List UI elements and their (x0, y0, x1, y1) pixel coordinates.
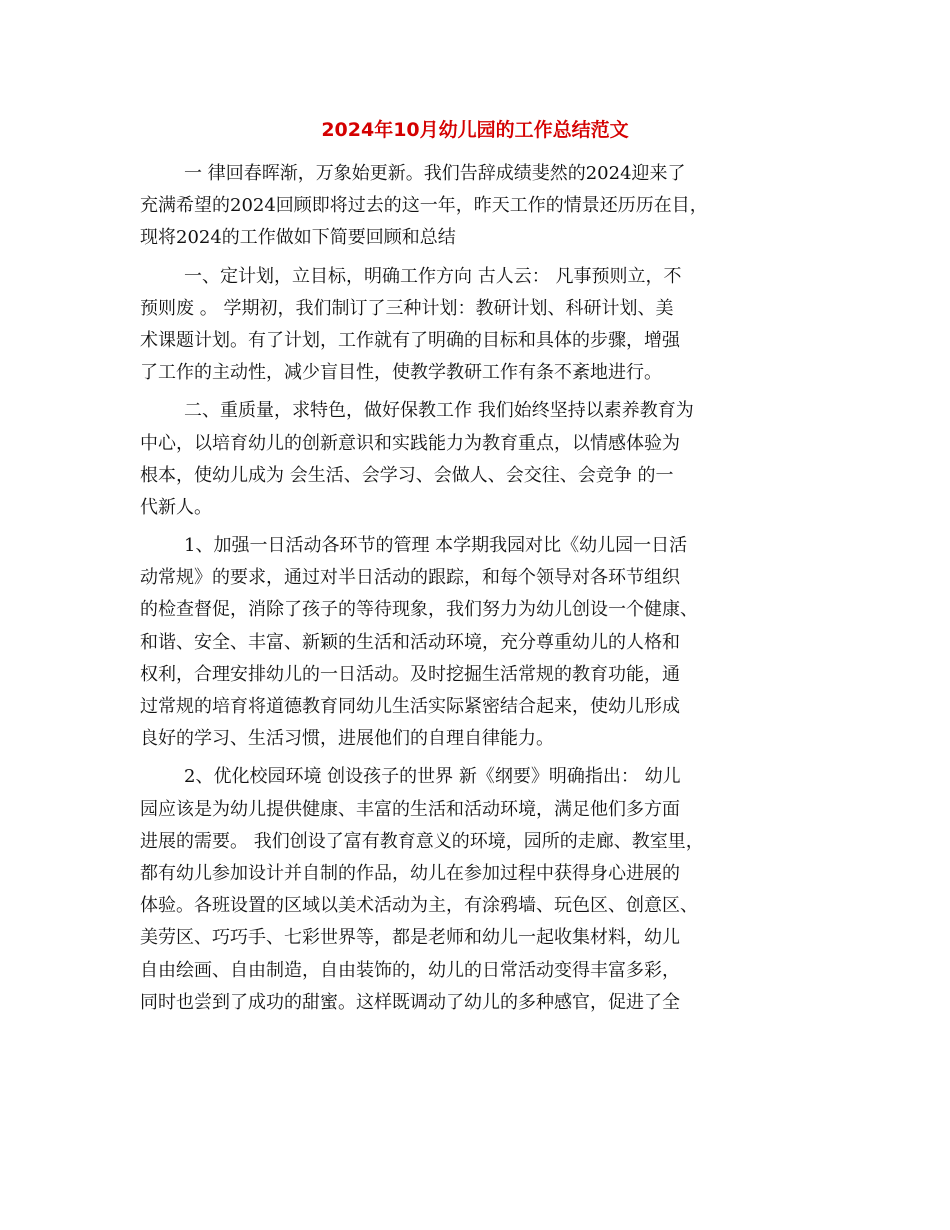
paragraph-line: 过常规的培育将道德教育同幼儿生活实际紧密结合起来，使幼儿形成 (140, 696, 680, 717)
paragraph-line: 自由绘画、自由制造，自由装饰的，幼儿的日常活动变得丰富多彩， (140, 959, 680, 981)
paragraph-line: 一 律回春晖渐，万象始更新。我们告辞成绩斐然的2024迎来了 (184, 163, 686, 184)
paragraph-line: 动常规》的要求，通过对半日活动的跟踪，和每个领导对各环节组织 (140, 567, 680, 589)
paragraph-section-1 (140, 261, 810, 390)
paragraph-line: 的检查督促，消除了孩子的等待现象，我们努力为幼儿创设一个健康、 (140, 599, 698, 621)
paragraph-line: 体验。各班设置的区域以美术活动为主，有涂鸦墙、玩色区、创意区、 (140, 895, 698, 917)
paragraph-line: 2、优化校园环境 创设孩子的世界 新《纲要》明确指出： 幼儿 (184, 766, 681, 788)
paragraph-section-2 (140, 395, 810, 524)
paragraph-line: 1、加强一日活动各环节的管理 本学期我园对比《幼儿园一日活 (184, 535, 688, 557)
paragraph-item-2 (140, 761, 810, 1019)
paragraph-line: 权利，合理安排幼儿的一日活动。及时挖掘生活常规的教育功能，通 (140, 663, 680, 685)
document-title: 2024年10月幼儿园的工作总结范文 (321, 119, 629, 141)
paragraph-line: 良好的学习、生活习惯，进展他们的自理自律能力。 (140, 728, 554, 750)
paragraph-line: 术课题计划。有了计划，工作就有了明确的目标和具体的步骤，增强 (140, 329, 680, 351)
paragraph-item-1 (140, 530, 810, 755)
paragraph-line: 和谐、安全、丰富、新颖的生活和活动环境，充分尊重幼儿的人格和 (140, 631, 680, 653)
document-body (140, 158, 810, 1019)
paragraph-intro (140, 158, 810, 255)
paragraph-line: 根本，使幼儿成为 会生活、会学习、会做人、会交往、会竞争 的一 (140, 464, 674, 486)
paragraph-line: 了工作的主动性，减少盲目性，使教学教研工作有条不紊地进行。 (140, 362, 662, 384)
paragraph-line: 中心，以培育幼儿的创新意识和实践能力为教育重点，以情感体验为 (140, 432, 680, 454)
paragraph-line: 充满希望的2024回顾即将过去的这一年，昨天工作的情景还历历在目， (140, 195, 708, 217)
paragraph-line: 一、定计划，立目标，明确工作方向 古人云： 凡事预则立，不 (184, 265, 682, 287)
paragraph-line: 同时也尝到了成功的甜蜜。这样既调动了幼儿的多种感官，促进了全 (140, 991, 680, 1013)
paragraph-line: 二、重质量，求特色，做好保教工作 我们始终坚持以素养教育为 (184, 400, 694, 422)
paragraph-line: 代新人。 (140, 496, 212, 518)
paragraph-line: 预则废 。 学期初，我们制订了三种计划：教研计划、科研计划、美 (140, 297, 674, 319)
paragraph-line: 进展的需要。 我们创设了富有教育意义的环境，园所的走廊、教室里， (140, 830, 704, 852)
paragraph-line: 都有幼儿参加设计并自制的作品，幼儿在参加过程中获得身心进展的 (140, 862, 680, 884)
paragraph-line: 现将2024的工作做如下简要回顾和总结 (140, 227, 456, 249)
paragraph-line: 美劳区、巧巧手、七彩世界等，都是老师和幼儿一起收集材料，幼儿 (140, 927, 680, 949)
paragraph-line: 园应该是为幼儿提供健康、丰富的生活和活动环境，满足他们多方面 (140, 798, 680, 820)
